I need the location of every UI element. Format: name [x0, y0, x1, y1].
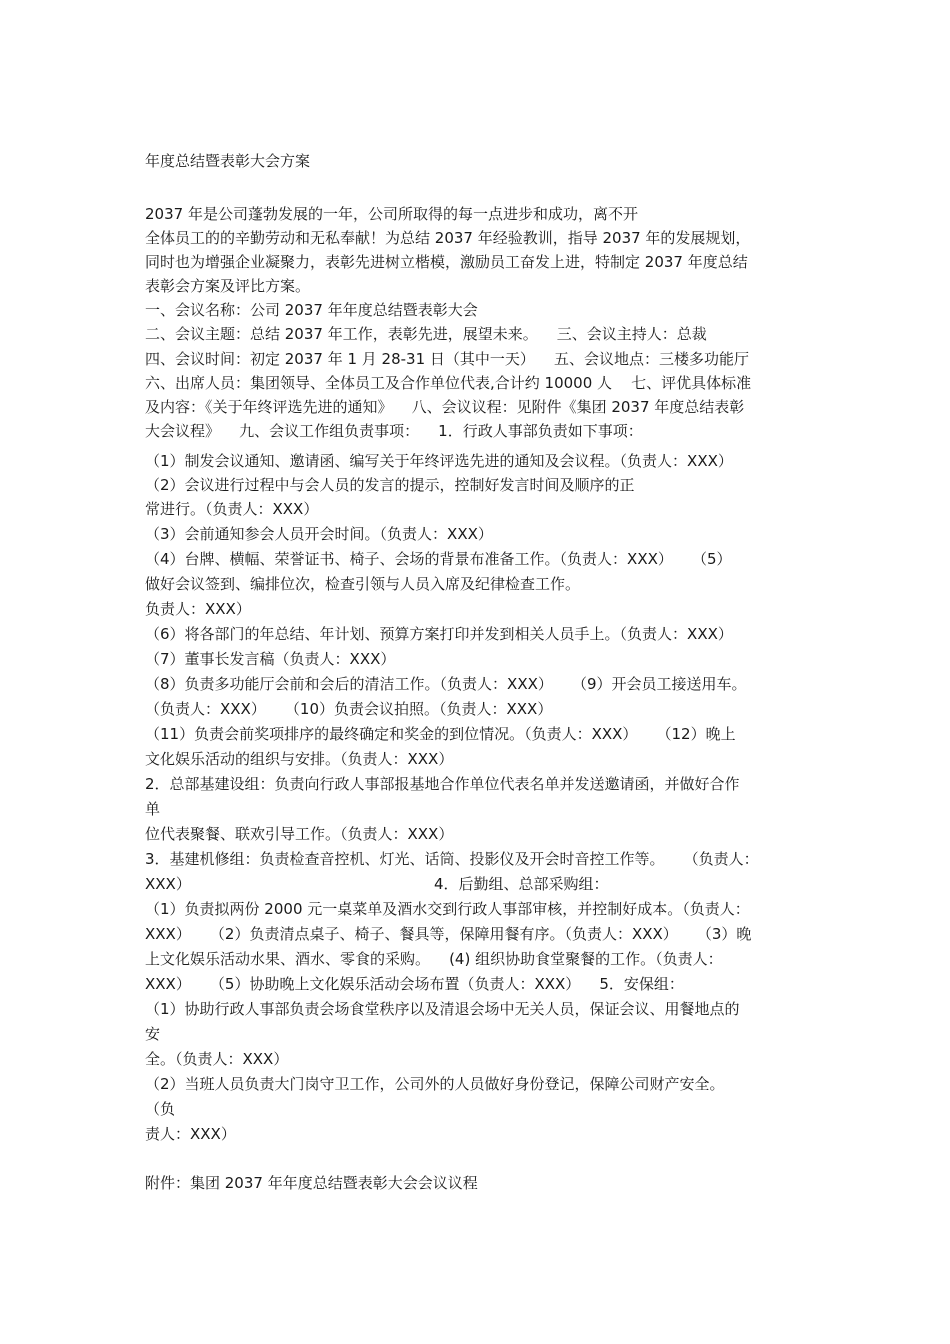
text-line: 负责人：XXX） [145, 600, 251, 618]
text-line: （7）董事长发言稿（负责人：XXX） [145, 650, 396, 668]
text-line: 六、出席人员：集团领导、全体员工及合作单位代表,合计约 10000 人 七、评优具体标准 [145, 374, 752, 392]
text-line: 同时也为增强企业凝聚力，表彰先进树立楷模，激励员工奋发上进，特制定 2037 年度总结 [145, 253, 748, 271]
text-line: 大会议程》 九、会议工作组负责事项： 1．行政人事部负责如下事项： [145, 422, 643, 440]
text-line: （6）将各部门的年总结、年计划、预算方案打印并发到相关人员手上。（负责人：XXX） [145, 625, 733, 643]
text-line: 单 [145, 800, 161, 818]
text-line: （负责人：XXX） （10）负责会议拍照。（负责人：XXX） [145, 700, 553, 718]
text-line: （8）负责多功能厅会前和会后的清洁工作。（负责人：XXX） （9）开会员工接送用车。 [145, 675, 747, 693]
text-line: XXX） 4．后勤组、总部采购组： [145, 875, 609, 893]
text-line: 2037 年是公司蓬勃发展的一年，公司所取得的每一点进步和成功，离不开 [145, 205, 638, 223]
text-line: （2）当班人员负责大门岗守卫工作，公司外的人员做好身份登记，保障公司财产安全。 [145, 1075, 725, 1093]
text-line: （1）协助行政人事部负责会场食堂秩序以及清退会场中无关人员，保证会议、用餐地点的 [145, 1000, 740, 1018]
text-line: （1）制发会议通知、邀请函、编写关于年终评选先进的通知及会议程。（负责人：XXX） [145, 452, 733, 470]
text-line: 表彰会方案及评比方案。 [145, 277, 311, 295]
text-line: 2．总部基建设组：负责向行政人事部报基地合作单位代表名单并发送邀请函，并做好合作 [145, 775, 740, 793]
text-line: 全体员工的的辛勤劳动和无私奉献！为总结 2037 年经验教训，指导 2037 年的发展规划， [145, 229, 751, 247]
text-line: 位代表聚餐、联欢引导工作。（负责人：XXX） [145, 825, 454, 843]
text-line: 上文化娱乐活动水果、酒水、零食的采购。 (4) 组织协助食堂聚餐的工作。（负责人： [145, 950, 723, 968]
document-title: 年度总结暨表彰大会方案 [145, 152, 311, 170]
text-line: 二、会议主题：总结 2037 年工作，表彰先进，展望未来。 三、会议主持人：总裁 [145, 325, 707, 343]
text-line: （负 [145, 1100, 176, 1118]
text-line: （4）台牌、横幅、荣誉证书、椅子、会场的背景布准备工作。（负责人：XXX） （5） [145, 550, 732, 568]
text-line: 3．基建机修组：负责检查音控机、灯光、话筒、投影仪及开会时音控工作等。 （负责人： [145, 850, 759, 868]
text-line: （3）会前通知参会人员开会时间。（负责人：XXX） [145, 525, 493, 543]
text-line: 安 [145, 1025, 161, 1043]
text-line: （2）会议进行过程中与会人员的发言的提示，控制好发言时间及顺序的正 [145, 476, 635, 494]
text-line: XXX） （2）负责清点桌子、椅子、餐具等，保障用餐有序。（负责人：XXX） （3）晚 [145, 925, 752, 943]
text-line: 全。（负责人：XXX） [145, 1050, 289, 1068]
text-line: （1）负责拟两份 2000 元一桌菜单及酒水交到行政人事部审核，并控制好成本。（负责人： [145, 900, 750, 918]
text-line: 责人：XXX） [145, 1125, 236, 1143]
text-line: （11）负责会前奖项排序的最终确定和奖金的到位情况。（负责人：XXX） （12）晚上 [145, 725, 736, 743]
text-line: 及内容：《关于年终评选先进的通知》 八、会议议程：见附件《集团 2037 年度总结表彰 [145, 398, 745, 416]
text-line: XXX） （5）协助晚上文化娱乐活动会场布置（负责人：XXX） 5．安保组： [145, 975, 684, 993]
text-line: 文化娱乐活动的组织与安排。（负责人：XXX） [145, 750, 454, 768]
text-line: 四、会议时间：初定 2037 年 1 月 28-31 日（其中一天） 五、会议地点：三楼多功能厅 [145, 350, 749, 368]
attachment-line: 附件：集团 2037 年年度总结暨表彰大会会议议程 [145, 1174, 478, 1192]
text-line: 一、会议名称：公司 2037 年年度总结暨表彰大会 [145, 301, 478, 319]
text-line: 做好会议签到、编排位次，检查引领与人员入席及纪律检查工作。 [145, 575, 581, 593]
text-line: 常进行。（负责人：XXX） [145, 500, 319, 518]
